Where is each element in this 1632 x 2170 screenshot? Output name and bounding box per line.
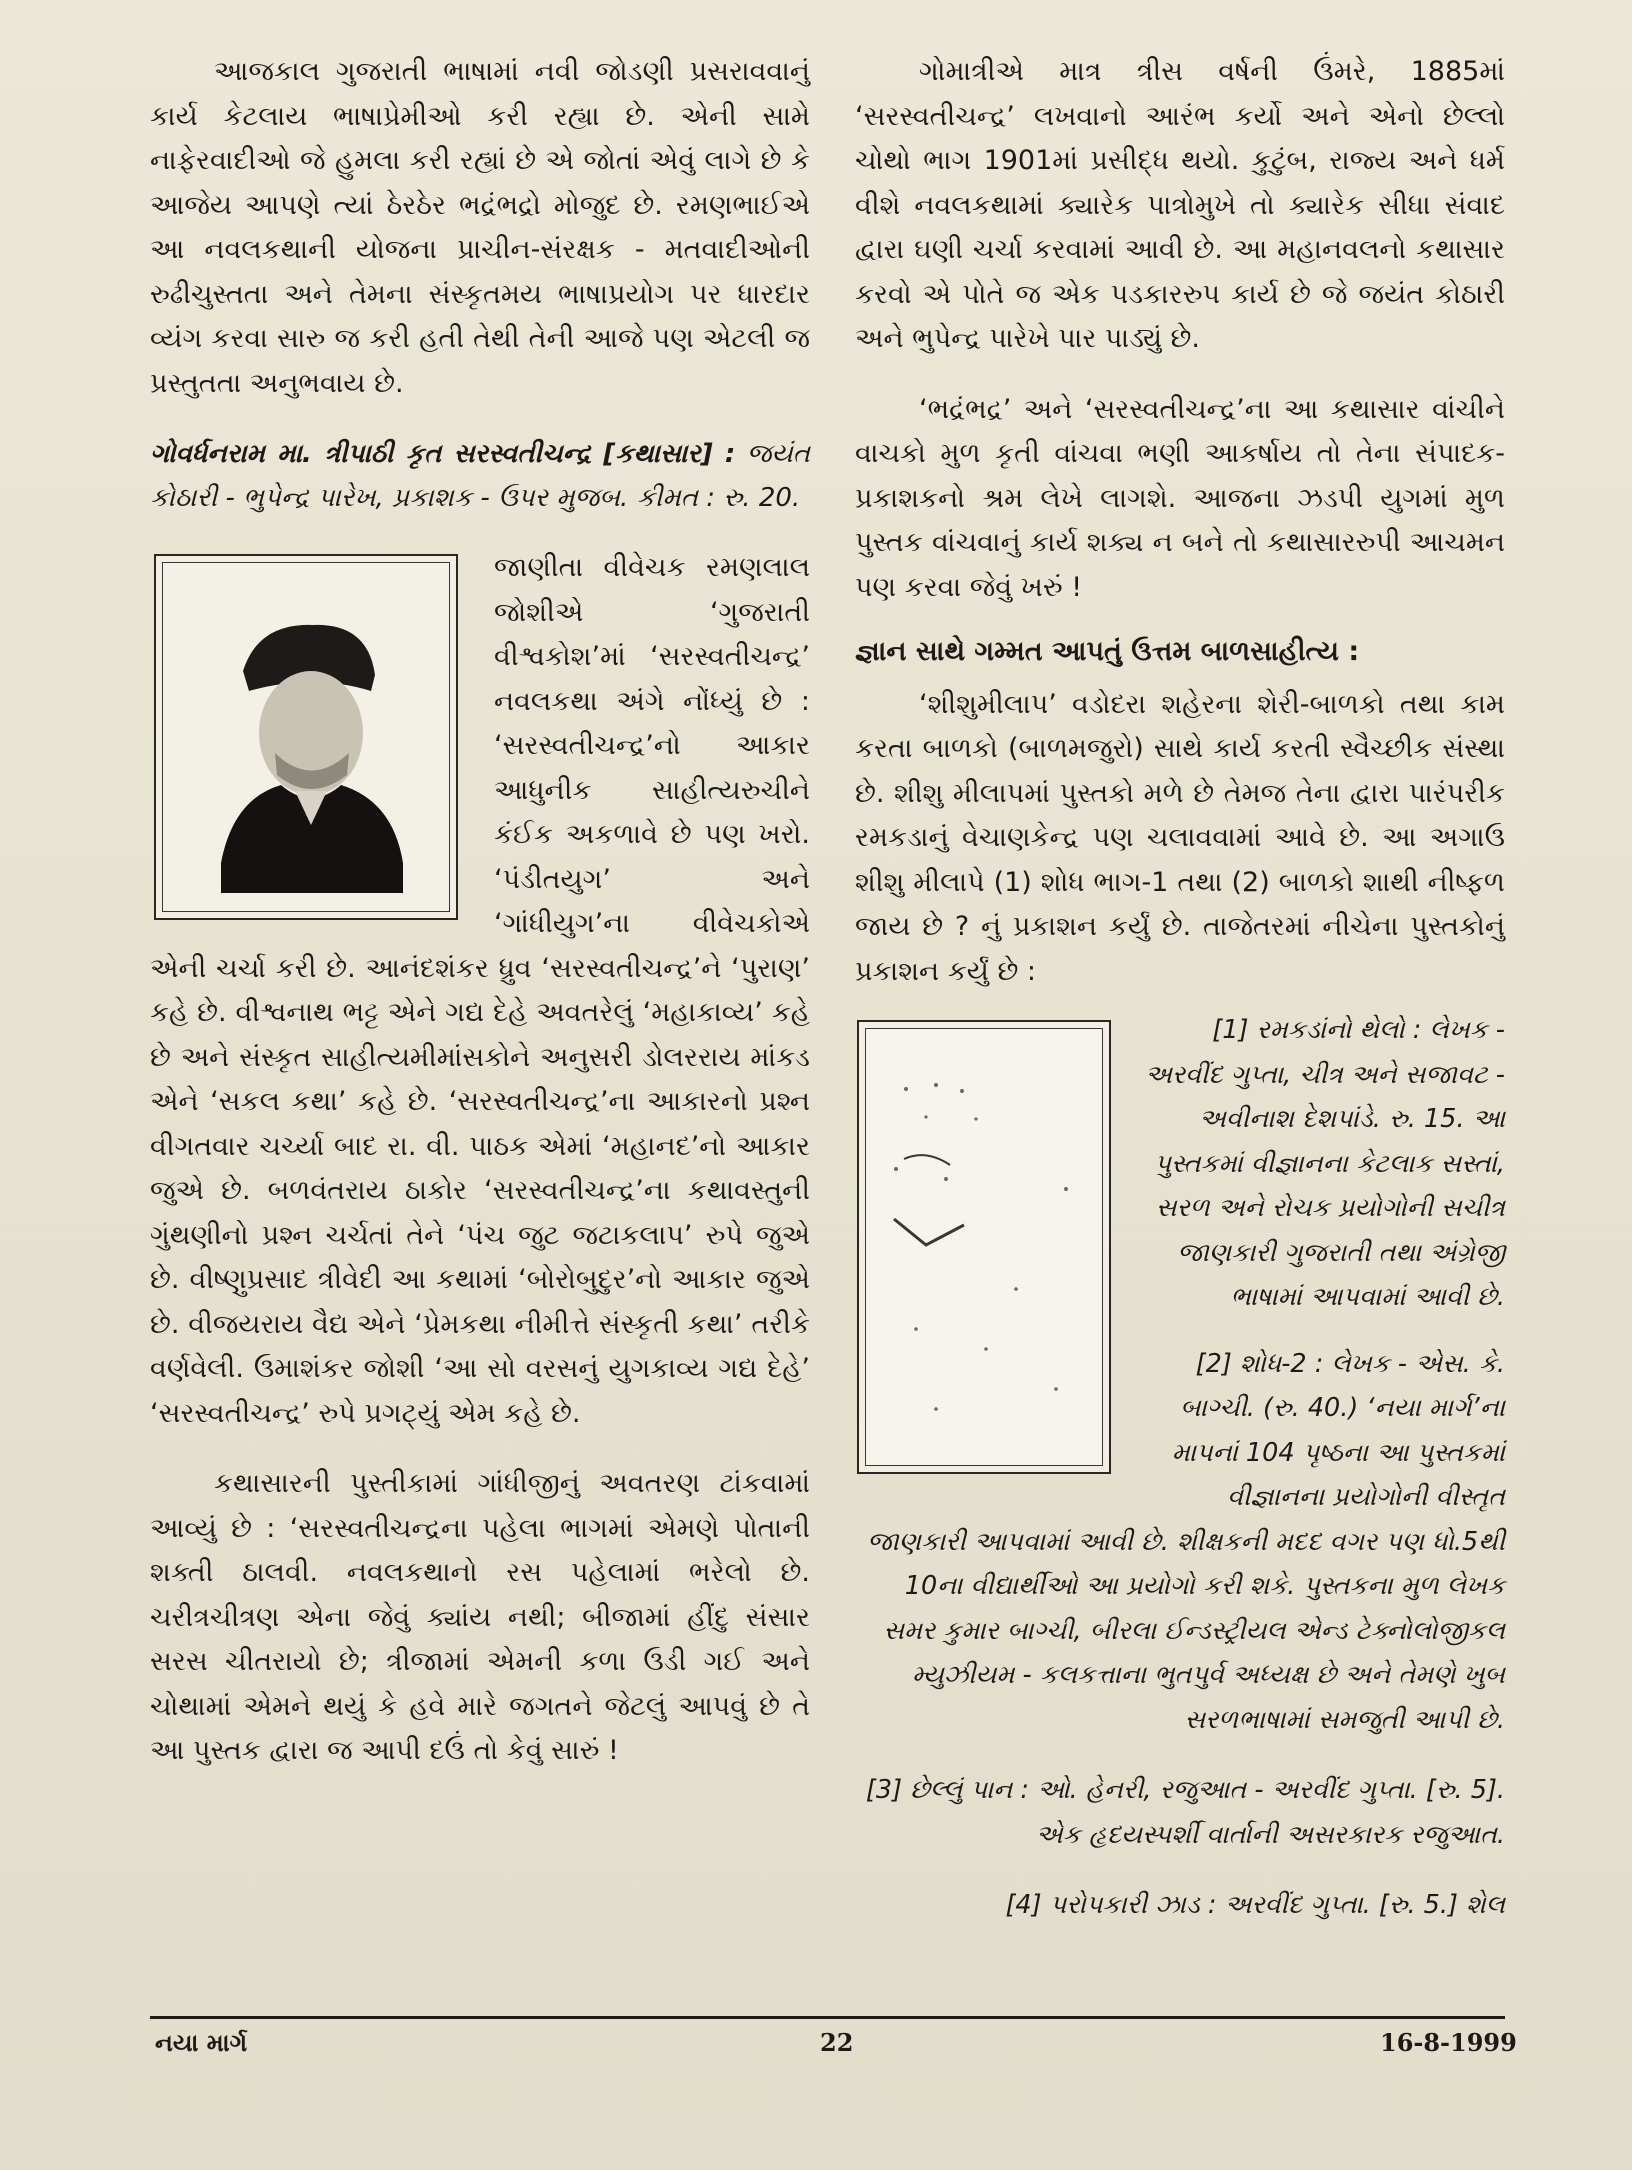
left-paragraph-2-part-2: એની ચર્ચા કરી છે. આનંદશંકર ધ્રુવ ‘સરસ્વતીચન્દ્ર’ને ‘પુરાણ’ કહે છે. વીશ્વનાથ ભટ્ટ એને ગદ્ય દેહે અવતરેલું ‘મહાકાવ્ય’ કહે છે અને સંસ્કૃત સાહીત્યમીમાંસકોને અનુસરી ડોલરરાય માંકડ એને ‘સકલ કથા’ કહે છે. ‘સરસ્વતીચન્દ્ર’ના આકારનો પ્રશ્ન વીગતવાર ચર્ચ્યા બાદ રા. વી. પાઠક એમાં ‘મહાનદ’નો આકાર જુએ છે. બળવંતરાય ઠાકોર ‘સરસ્વતીચન્દ્ર’ના કથાવસ્તુની ગુંથણીનો પ્રશ્ન ચર્ચતાં તેને ‘પંચ જુટ જટાકલાપ’ રુપે જુએ છે. વીષ્ણુપ્રસાદ ત્રીવેદી આ કથામાં ‘બોરોબુદુર’નો આકાર જુએ છે. વીજયરાય વૈદ્ય એને ‘પ્રેમકથા નીમીત્તે સંસ્કૃતી કથા’ તરીકે વર્ણવેલી. ઉમાશંકર જોશી ‘આ સો વરસનું યુગકાવ્ય ગદ્ય દેહે’ ‘સરસ્વતીચન્દ્ર’ રુપે પ્રગટ્યું એમ કહે છે. <box>150 952 810 1429</box>
book-review-heading <box>150 432 810 520</box>
footer-publication-name: નયા માર્ગ <box>155 2028 248 2057</box>
portrait-block <box>150 546 810 1436</box>
right-paragraph-1: ગોમાત્રીએ માત્ર ત્રીસ વર્ષની ઉંમરે, 1885માં ‘સરસ્વતીચન્દ્ર’ લખવાનો આરંભ કર્યો અને એનો છેલ્લો ચોથો ભાગ 1901માં પ્રસીદ્ધ થયો. કુટુંબ, રાજ્ય અને ધર્મ વીશે નવલકથામાં ક્યારેક પાત્રોમુખે તો ક્યારેક સીધા સંવાદ દ્વારા ઘણી ચર્ચા કરવામાં આવી છે. આ મહાનવલનો કથાસાર કરવો એ પોતે જ એક પડકારરુપ કાર્ય છે જે જયંત કોઠારી અને ભુપેન્દ્ર પારેખે પાર પાડ્યું છે. <box>855 56 1505 354</box>
book-cover-frame <box>865 1028 1103 1466</box>
book-entry-4: [4] પરોપકારી ઝાડ : અરવીંદ ગુપ્તા. [રુ. 5.] શેલ <box>1005 1890 1505 1920</box>
footer-divider <box>150 2016 1505 2019</box>
left-paragraph-2-part-1: જાણીતા વીવેચક રમણલાલ જોશીએ ‘ગુજરાતી વીશ્વકોશ’માં ‘સરસ્વતીચન્દ્ર’ નવલકથા અંગે નોંધ્યું છે : ‘સરસ્વતીચન્દ્ર’નો આકાર આધુનીક સાહીત્યરુચીને કંઈક અકળાવે છે પણ ખરો. ‘પંડીતયુગ’ અને ‘ગાંધીયુગ’ના વીવેચકોએ <box>494 552 810 939</box>
footer-date: 16-8-1999 <box>1380 2028 1517 2057</box>
review-book-meta: જયંત કોઠારી - ભુપેન્દ્ર પારેખ, પ્રકાશક - ઉપર મુજબ. કીમત : રુ. 20. <box>150 439 811 513</box>
right-column <box>855 50 1505 1928</box>
portrait-frame <box>162 562 450 912</box>
review-book-title: ગોવર્ધનરામ મા. ત્રીપાઠી કૃત સરસ્વતીચન્દ્ર [કથાસાર] : <box>150 439 736 469</box>
book-cover-image <box>857 1020 1111 1474</box>
book-entry-1: [1] રમકડાંનો થેલો : લેખક - અરવીંદ ગુપ્તા, ચીત્ર અને સજાવટ - અવીનાશ દેશપાંડે. રુ. 15. આ પુસ્તકમાં વીજ્ઞાનના કેટલાક સસ્તાં, સરળ અને રોચક પ્રયોગોની સચીત્ર જાણકારી ગુજરાતી તથા અંગ્રેજી ભાષામાં આપવામાં આવી છે. <box>1145 1015 1505 1312</box>
left-column <box>150 50 810 1774</box>
book-entry-2: [2] શોધ-2 : લેખક - એસ. કે. બાગ્ચી. (રુ. 40.) ‘નયા માર્ગ’ના માપનાં 104 પૃષ્ઠના આ પુસ્તકમાં વીજ્ઞાનના પ્રયોગોની વીસ્તૃત જાણકારી આપવામાં આવી છે. શીક્ષકની મદદ વગર પણ ધો.5થી 10ના વીદ્યાર્થીઓ આ પ્રયોગો કરી શકે. પુસ્તકના મુળ લેખક સમર કુમાર બાગ્ચી, બીરલા ઈન્ડસ્ટ્રીયલ એન્ડ ટેક્નોલોજીકલ મ્યુઝીયમ - કલકત્તાના ભુતપુર્વ અધ્યક્ષ છે અને તેમણે ખુબ સરળભાષામાં સમજુતી આપી છે. <box>867 1348 1505 1735</box>
author-portrait-photo <box>154 554 458 920</box>
book-cover-illustration <box>866 1029 1102 1465</box>
book-list <box>855 1008 1505 1928</box>
footer-page-number: 22 <box>820 2028 854 2057</box>
right-paragraph-2: ‘ભદ્રંભદ્ર’ અને ‘સરસ્વતીચન્દ્ર’ના આ કથાસાર વાંચીને વાચકો મુળ કૃતી વાંચવા ભણી આકર્ષાય તો તેના સંપાદક-પ્રકાશકનો શ્રમ લેખે લાગશે. આજના ઝડપી યુગમાં મુળ પુસ્તક વાંચવાનું કાર્ય શક્ય ન બને તો કથાસારરુપી આચમન પણ કરવા જેવું ખરું ! <box>855 393 1505 603</box>
book-entry-3: [3] છેલ્લું પાન : ઓ. હેનરી, રજુઆત - અરવીંદ ગુપ્તા. [રુ. 5]. એક હૃદયસ્પર્શી વાર્તાની અસરકારક રજુઆત. <box>865 1775 1505 1850</box>
portrait-illustration <box>163 563 449 911</box>
section-heading-childrens-literature: જ્ઞાન સાથે ગમ્મત આપતું ઉત્તમ બાળસાહીત્ય : <box>855 636 1360 667</box>
left-paragraph-1: આજકાલ ગુજરાતી ભાષામાં નવી જોડણી પ્રસરાવવાનું કાર્ય કેટલાય ભાષાપ્રેમીઓ કરી રહ્યા છે. એની સામે નાફેરવાદીઓ જે હુમલા કરી રહ્યાં છે એ જોતાં એવું લાગે છે કે આજેય આપણે ત્યાં ઠેરઠેર ભદ્રંભદ્રો મોજુદ છે. રમણભાઈએ આ નવલકથાની યોજના પ્રાચીન-સંરક્ષક - મતવાદીઓની રુઢીચુસ્તતા અને તેમના સંસ્કૃતમય ભાષાપ્રયોગ પર ધારદાર વ્યંગ કરવા સારુ જ કરી હતી તેથી તેની આજે પણ એટલી જ પ્રસ્તુતતા અનુભવાય છે. <box>150 56 810 399</box>
right-paragraph-3: ‘શીશુમીલાપ’ વડોદરા શહેરના શેરી-બાળકો તથા કામ કરતા બાળકો (બાળમજુરો) સાથે કાર્ય કરતી સ્વૈચ્છીક સંસ્થા છે. શીશુ મીલાપમાં પુસ્તકો મળે છે તેમજ તેના દ્વારા પારંપરીક રમકડાનું વેચાણકેન્દ્ર પણ ચલાવવામાં આવે છે. આ અગાઉ શીશુ મીલાપે (1) શોધ ભાગ-1 તથા (2) બાળકો શાથી નીષ્ફળ જાય છે ? નું પ્રકાશન કર્યું છે. તાજેતરમાં નીચેના પુસ્તકોનું પ્રકાશન કર્યું છે : <box>855 688 1505 987</box>
left-paragraph-3: કથાસારની પુસ્તીકામાં ગાંધીજીનું અવતરણ ટાંકવામાં આવ્યું છે : ‘સરસ્વતીચન્દ્રના પહેલા ભાગમાં એમણે પોતાની શક્તી ઠાલવી. નવલકથાનો રસ પહેલામાં ભરેલો છે. ચરીત્રચીત્રણ એના જેવું ક્યાંય નથી; બીજામાં હીંદુ સંસાર સરસ ચીતરાયો છે; ત્રીજામાં એમની કળા ઉડી ગઈ અને ચોથામાં એમને થયું કે હવે મારે જગતને જેટલું આપવું છે તે આ પુસ્તક દ્વારા જ આપી દઉં તો કેવું સારું ! <box>150 1468 810 1766</box>
